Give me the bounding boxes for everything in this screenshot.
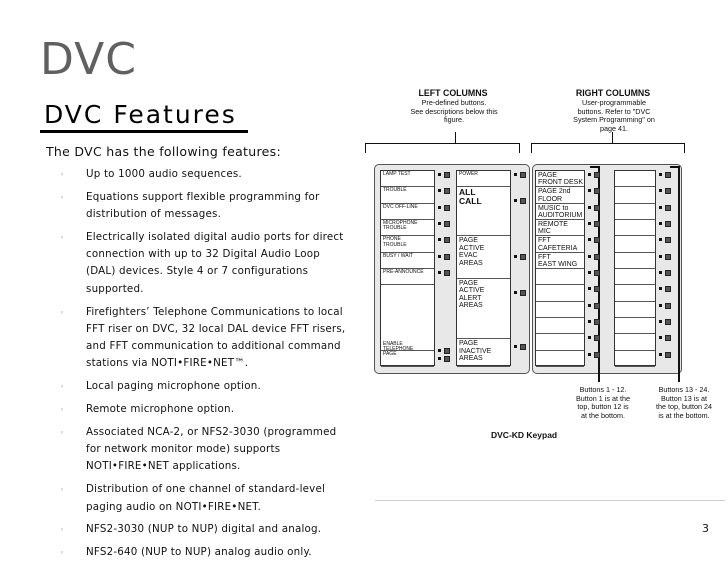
left-bracket xyxy=(365,143,520,153)
led-indicator-icon xyxy=(514,199,517,202)
led-indicator-icon xyxy=(588,255,591,258)
caption-left-tick xyxy=(590,166,599,168)
keypad-key[interactable] xyxy=(520,344,526,350)
bullet-text: NFS2-3030 (NUP to NUP) digital and analog. xyxy=(86,523,322,536)
right-columns-note: User-programmable buttons. Refer to "DVC System Programming" on page 41. xyxy=(573,98,655,133)
keypad-key[interactable] xyxy=(665,254,671,260)
slide-subtitle: DVC Features xyxy=(44,100,237,129)
bullet-text: Electrically isolated digital audio ports for direct connection with up to 32 Digital Audio Loop (DAL) devices. Style 4 or 7 configurations supported. xyxy=(86,230,344,295)
keypad-key[interactable] xyxy=(520,172,526,178)
keypad-key[interactable] xyxy=(665,335,671,341)
keypad-key[interactable] xyxy=(520,198,526,204)
led-indicator-icon xyxy=(659,238,662,241)
bullet-marker-icon: ◦ xyxy=(60,308,65,317)
keypad-key[interactable] xyxy=(594,352,600,358)
led-indicator-icon xyxy=(659,336,662,339)
keypad-button-label[interactable]: DVC OFF-LINE xyxy=(381,204,434,220)
bullet-text: Remote microphone option. xyxy=(86,403,235,416)
keypad-button-label[interactable] xyxy=(615,351,655,367)
feature-bullet xyxy=(60,229,352,298)
bullet-text: NFS2-640 (NUP to NUP) analog audio only. xyxy=(86,546,312,559)
keypad-key[interactable] xyxy=(594,286,600,292)
keypad-button-label[interactable] xyxy=(536,318,584,334)
keypad-button-label[interactable]: PAGE FRONT DESK xyxy=(538,172,583,187)
led-indicator-icon xyxy=(659,173,662,176)
keypad-button-label[interactable]: FFT CAFETERIA xyxy=(536,236,584,252)
keypad-button-label[interactable]: FFT EAST WING xyxy=(536,253,584,269)
keypad-button-label[interactable]: BUSY / WAIT xyxy=(381,253,434,269)
led-indicator-icon xyxy=(514,173,517,176)
caption-right-tick xyxy=(670,166,679,168)
led-indicator-icon xyxy=(438,173,441,176)
led-indicator-icon xyxy=(588,238,591,241)
intro-text: The DVC has the following features: xyxy=(46,144,281,159)
led-indicator-icon xyxy=(588,271,591,274)
keypad-key[interactable] xyxy=(444,254,450,260)
diagram xyxy=(360,80,725,510)
led-indicator-icon xyxy=(588,222,591,225)
keypad-button-label[interactable]: LAMP TEST xyxy=(381,171,434,187)
led-indicator-icon xyxy=(438,255,441,258)
led-indicator-icon xyxy=(438,238,441,241)
keypad-button-label[interactable] xyxy=(536,334,584,350)
slide-title: DVC xyxy=(40,34,137,85)
led-indicator-icon xyxy=(659,271,662,274)
keypad-button-label[interactable] xyxy=(615,285,655,301)
bullet-text: Firefighters’ Telephone Communications to local FFT riser on DVC, 32 local DAL device FFT risers, and FFT communication to additional command stations via NOTI•FIRE•NET™. xyxy=(86,305,346,370)
keypad-key[interactable] xyxy=(594,254,600,260)
bullet-marker-icon: ◦ xyxy=(60,383,65,392)
keypad-button-label[interactable]: ALL CALL xyxy=(457,187,510,236)
feature-bullet xyxy=(60,481,352,516)
led-indicator-icon xyxy=(438,206,441,209)
caption-right: Buttons 13 - 24. Button 13 is at the top, button 24 is at the bottom. xyxy=(656,385,712,420)
keypad-key[interactable] xyxy=(594,188,600,194)
bullet-marker-icon: ◦ xyxy=(60,486,65,495)
keypad-key[interactable] xyxy=(665,172,671,178)
keypad-button-label[interactable] xyxy=(615,302,655,318)
keypad-key[interactable] xyxy=(444,270,450,276)
keypad-button-label[interactable] xyxy=(615,220,655,236)
keypad-key[interactable] xyxy=(594,237,600,243)
bullet-marker-icon: ◦ xyxy=(60,549,65,558)
led-indicator-icon xyxy=(438,357,441,360)
led-indicator-icon xyxy=(514,255,517,258)
feature-bullet xyxy=(60,424,352,476)
led-indicator-icon xyxy=(514,345,517,348)
keypad-column-3 xyxy=(535,170,585,366)
keypad-button-label[interactable] xyxy=(615,236,655,252)
bullet-marker-icon: ◦ xyxy=(60,193,65,202)
feature-bullet xyxy=(60,544,352,561)
keypad-key[interactable] xyxy=(594,221,600,227)
keypad-button-label[interactable]: POWER xyxy=(457,171,510,187)
keypad-key[interactable] xyxy=(665,303,671,309)
keypad-button-label[interactable] xyxy=(536,285,584,301)
feature-bullet xyxy=(60,304,352,373)
keypad-column-2 xyxy=(456,170,511,366)
keypad-key[interactable] xyxy=(520,290,526,296)
led-indicator-icon xyxy=(659,222,662,225)
bullet-marker-icon: ◦ xyxy=(60,406,65,415)
led-indicator-icon xyxy=(588,173,591,176)
led-indicator-icon xyxy=(659,206,662,209)
keypad-button-label[interactable]: TROUBLE xyxy=(381,187,434,203)
led-indicator-icon xyxy=(588,287,591,290)
led-indicator-icon xyxy=(438,189,441,192)
keypad-key[interactable] xyxy=(594,172,600,178)
led-indicator-icon xyxy=(659,304,662,307)
keypad-button-label[interactable] xyxy=(615,269,655,285)
keypad-column-4 xyxy=(614,170,656,366)
keypad-key[interactable] xyxy=(665,270,671,276)
bullet-text: Up to 1000 audio sequences. xyxy=(86,168,242,180)
led-indicator-icon xyxy=(588,353,591,356)
keypad-key[interactable] xyxy=(665,352,671,358)
bullet-marker-icon: ◦ xyxy=(60,233,65,242)
left-columns-note: Pre-defined buttons. See descriptions below this figure. xyxy=(410,98,498,125)
keypad-key[interactable] xyxy=(665,237,671,243)
keypad-button-label[interactable]: PAGE 2nd FLOOR xyxy=(536,187,584,203)
led-indicator-icon xyxy=(438,349,441,352)
keypad-button-label[interactable]: PAGE INACTIVE AREAS xyxy=(457,339,510,367)
keypad-key[interactable] xyxy=(665,319,671,325)
keypad-button-label[interactable]: PAGE ACTIVE ALERT AREAS xyxy=(457,279,510,339)
keypad-key[interactable] xyxy=(444,221,450,227)
keypad-key[interactable] xyxy=(665,188,671,194)
led-indicator-icon xyxy=(659,353,662,356)
led-indicator-icon xyxy=(588,189,591,192)
keypad-button-label[interactable]: PAGE ACTIVE EVAC AREAS xyxy=(457,236,510,278)
bullet-marker-icon: ◦ xyxy=(60,428,65,437)
feature-bullet xyxy=(60,401,352,418)
keypad-key[interactable] xyxy=(444,348,450,354)
bullet-text: Equations support flexible programming for distribution of messages. xyxy=(86,190,320,221)
keypad-button-label[interactable]: PHONE TROUBLE xyxy=(381,236,434,252)
page-number: 3 xyxy=(702,522,709,535)
led-indicator-icon xyxy=(659,287,662,290)
led-indicator-icon xyxy=(659,320,662,323)
led-indicator-icon xyxy=(659,255,662,258)
keypad-button-label[interactable]: REMOTE MIC xyxy=(536,220,584,236)
keypad-button-label[interactable] xyxy=(615,204,655,220)
keypad-button-label[interactable] xyxy=(615,187,655,203)
bullet-marker-icon: ◦ xyxy=(60,526,65,535)
keypad-label: DVC-KD Keypad xyxy=(491,430,558,440)
led-indicator-icon xyxy=(438,271,441,274)
subtitle-underline xyxy=(40,130,248,133)
bullet-marker-icon: ◦ xyxy=(60,171,65,179)
led-indicator-icon xyxy=(659,189,662,192)
keypad-column-1 xyxy=(380,170,435,366)
keypad-button-label[interactable] xyxy=(615,253,655,269)
feature-bullet xyxy=(60,378,352,395)
right-bracket xyxy=(531,143,685,153)
bullet-text: Associated NCA-2, or NFS2-3030 (programmed for network monitor mode) supports NOTI•FIRE•NET applications. xyxy=(86,425,337,473)
keypad-key[interactable] xyxy=(594,205,600,211)
led-indicator-icon xyxy=(588,320,591,323)
right-columns-heading: RIGHT COLUMNS xyxy=(575,88,651,98)
caption-right-leader xyxy=(678,166,680,382)
keypad-key[interactable] xyxy=(594,319,600,325)
feature-bullet xyxy=(60,521,352,538)
keypad-button-label[interactable] xyxy=(536,302,584,318)
keypad-button-label[interactable] xyxy=(615,171,655,187)
keypad-key[interactable] xyxy=(444,172,450,178)
keypad-key[interactable] xyxy=(594,270,600,276)
keypad-key[interactable] xyxy=(594,335,600,341)
keypad-button-label[interactable] xyxy=(615,318,655,334)
left-columns-heading: LEFT COLUMNS xyxy=(418,88,488,98)
led-indicator-icon xyxy=(514,291,517,294)
left-bracket-stem xyxy=(455,132,456,143)
keypad-key[interactable] xyxy=(444,356,450,362)
led-indicator-icon xyxy=(588,304,591,307)
feature-bullet xyxy=(60,189,352,224)
caption-left: Buttons 1 - 12. Button 1 is at the top, button 12 is at the bottom. xyxy=(576,385,630,420)
keypad-key[interactable] xyxy=(444,205,450,211)
keypad-button-label[interactable] xyxy=(536,351,584,367)
bullet-text: Distribution of one channel of standard-level paging audio on NOTI•FIRE•NET. xyxy=(86,483,326,513)
bullet-text: Local paging microphone option. xyxy=(86,380,261,393)
keypad-key[interactable] xyxy=(665,205,671,211)
keypad-button-label[interactable] xyxy=(536,269,584,285)
keypad-button-label[interactable]: MICROPHONE TROUBLE xyxy=(381,220,434,236)
keypad-button-label[interactable]: MUSIC to AUDITORIUM xyxy=(538,204,583,220)
keypad-key[interactable] xyxy=(665,221,671,227)
keypad-key[interactable] xyxy=(444,237,450,243)
keypad-button-label[interactable] xyxy=(615,334,655,350)
led-indicator-icon xyxy=(438,222,441,225)
keypad-key[interactable] xyxy=(665,286,671,292)
feature-list xyxy=(60,166,352,567)
footer-rule xyxy=(375,500,725,501)
led-indicator-icon xyxy=(588,336,591,339)
keypad-button-label[interactable]: PRE-ANNOUNCE xyxy=(381,269,434,285)
keypad-key[interactable] xyxy=(594,303,600,309)
keypad-button-label[interactable]: ENABLE TELEPHONE PAGE xyxy=(381,341,434,367)
right-bracket-stem xyxy=(612,132,613,143)
feature-bullet xyxy=(60,166,352,183)
keypad-key[interactable] xyxy=(444,188,450,194)
keypad-key[interactable] xyxy=(520,254,526,260)
led-indicator-icon xyxy=(588,206,591,209)
